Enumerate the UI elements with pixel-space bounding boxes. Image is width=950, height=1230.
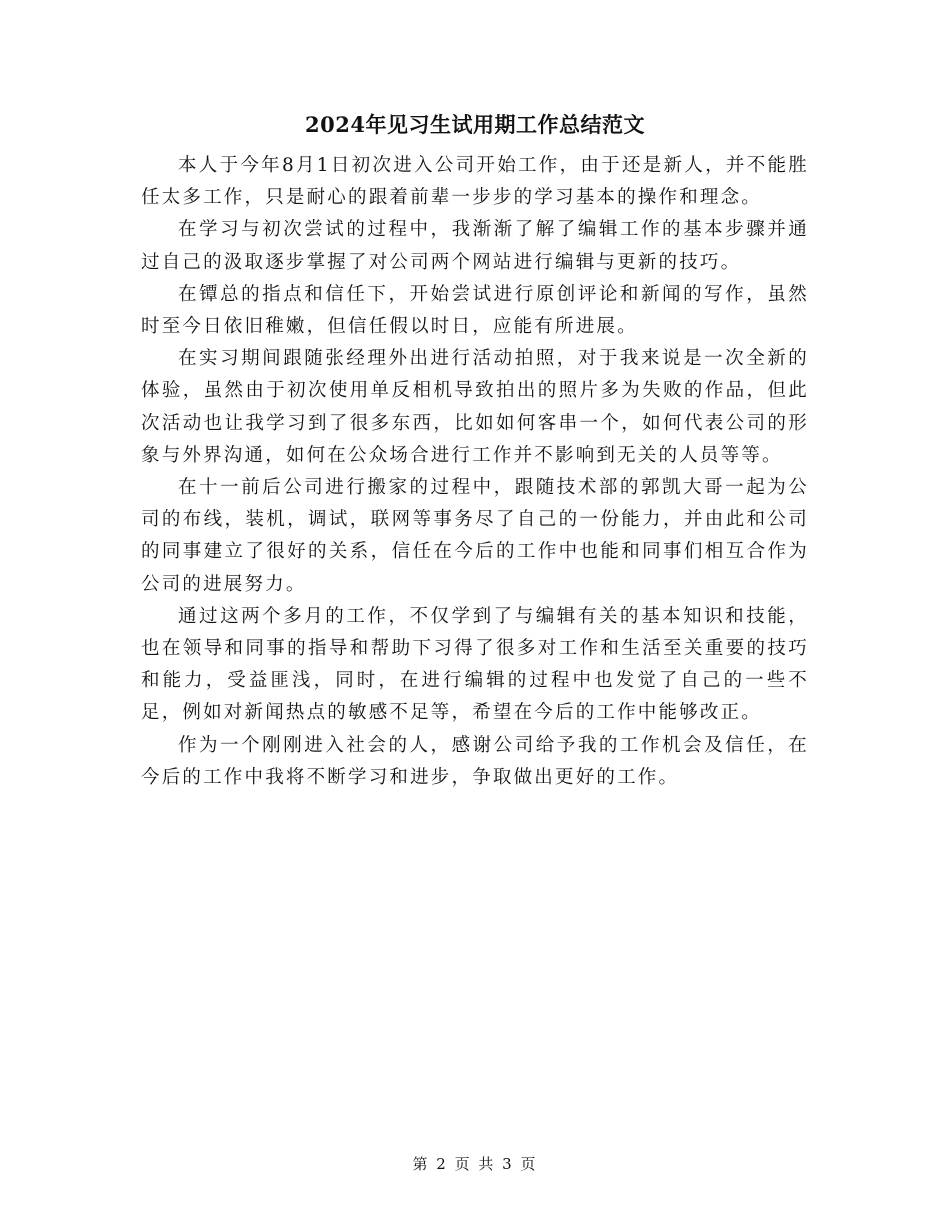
paragraph-5: 在十一前后公司进行搬家的过程中，跟随技术部的郭凯大哥一起为公司的布线，装机，调试，联网等事务尽了自己的一份能力，并由此和公司的同事建立了很好的关系，信任在今后的工作中也能和同事们相互合作为公司的进展努力。 [141, 477, 809, 595]
paragraph-6: 通过这两个多月的工作，不仅学到了与编辑有关的基本知识和技能，也在领导和同事的指导和帮助下习得了很多对工作和生活至关重要的技巧和能力，受益匪浅，同时，在进行编辑的过程中也发觉了自己的一些不足，例如对新闻热点的敏感不足等，希望在今后的工作中能够改正。 [141, 605, 809, 724]
paragraph-2: 在学习与初次尝试的过程中，我渐渐了解了编辑工作的基本步骤并通过自己的汲取逐步掌握了对公司两个网站进行编辑与更新的技巧。 [141, 219, 809, 273]
paragraph-7: 作为一个刚刚进入社会的人，感谢公司给予我的工作机会及信任，在今后的工作中我将不断学习和进步，争取做出更好的工作。 [141, 734, 809, 788]
page-number-footer: 第 2 页 共 3 页 [412, 1155, 538, 1173]
paragraph-1: 本人于今年8月1日初次进入公司开始工作，由于还是新人，并不能胜任太多工作，只是耐心的跟着前辈一步步的学习基本的操作和理念。 [141, 155, 809, 209]
document-title: 2024年见习生试用期工作总结范文 [305, 112, 645, 137]
paragraph-4: 在实习期间跟随张经理外出进行活动拍照，对于我来说是一次全新的体验，虽然由于初次使用单反相机导致拍出的照片多为失败的作品，但此次活动也让我学习到了很多东西，比如如何客串一个，如何代表公司的形象与外界沟通，如何在公众场合进行工作并不影响到无关的人员等等。 [141, 348, 809, 466]
paragraph-3: 在镡总的指点和信任下，开始尝试进行原创评论和新闻的写作，虽然时至今日依旧稚嫩，但信任假以时日，应能有所进展。 [141, 283, 809, 338]
document-body [141, 150, 809, 794]
